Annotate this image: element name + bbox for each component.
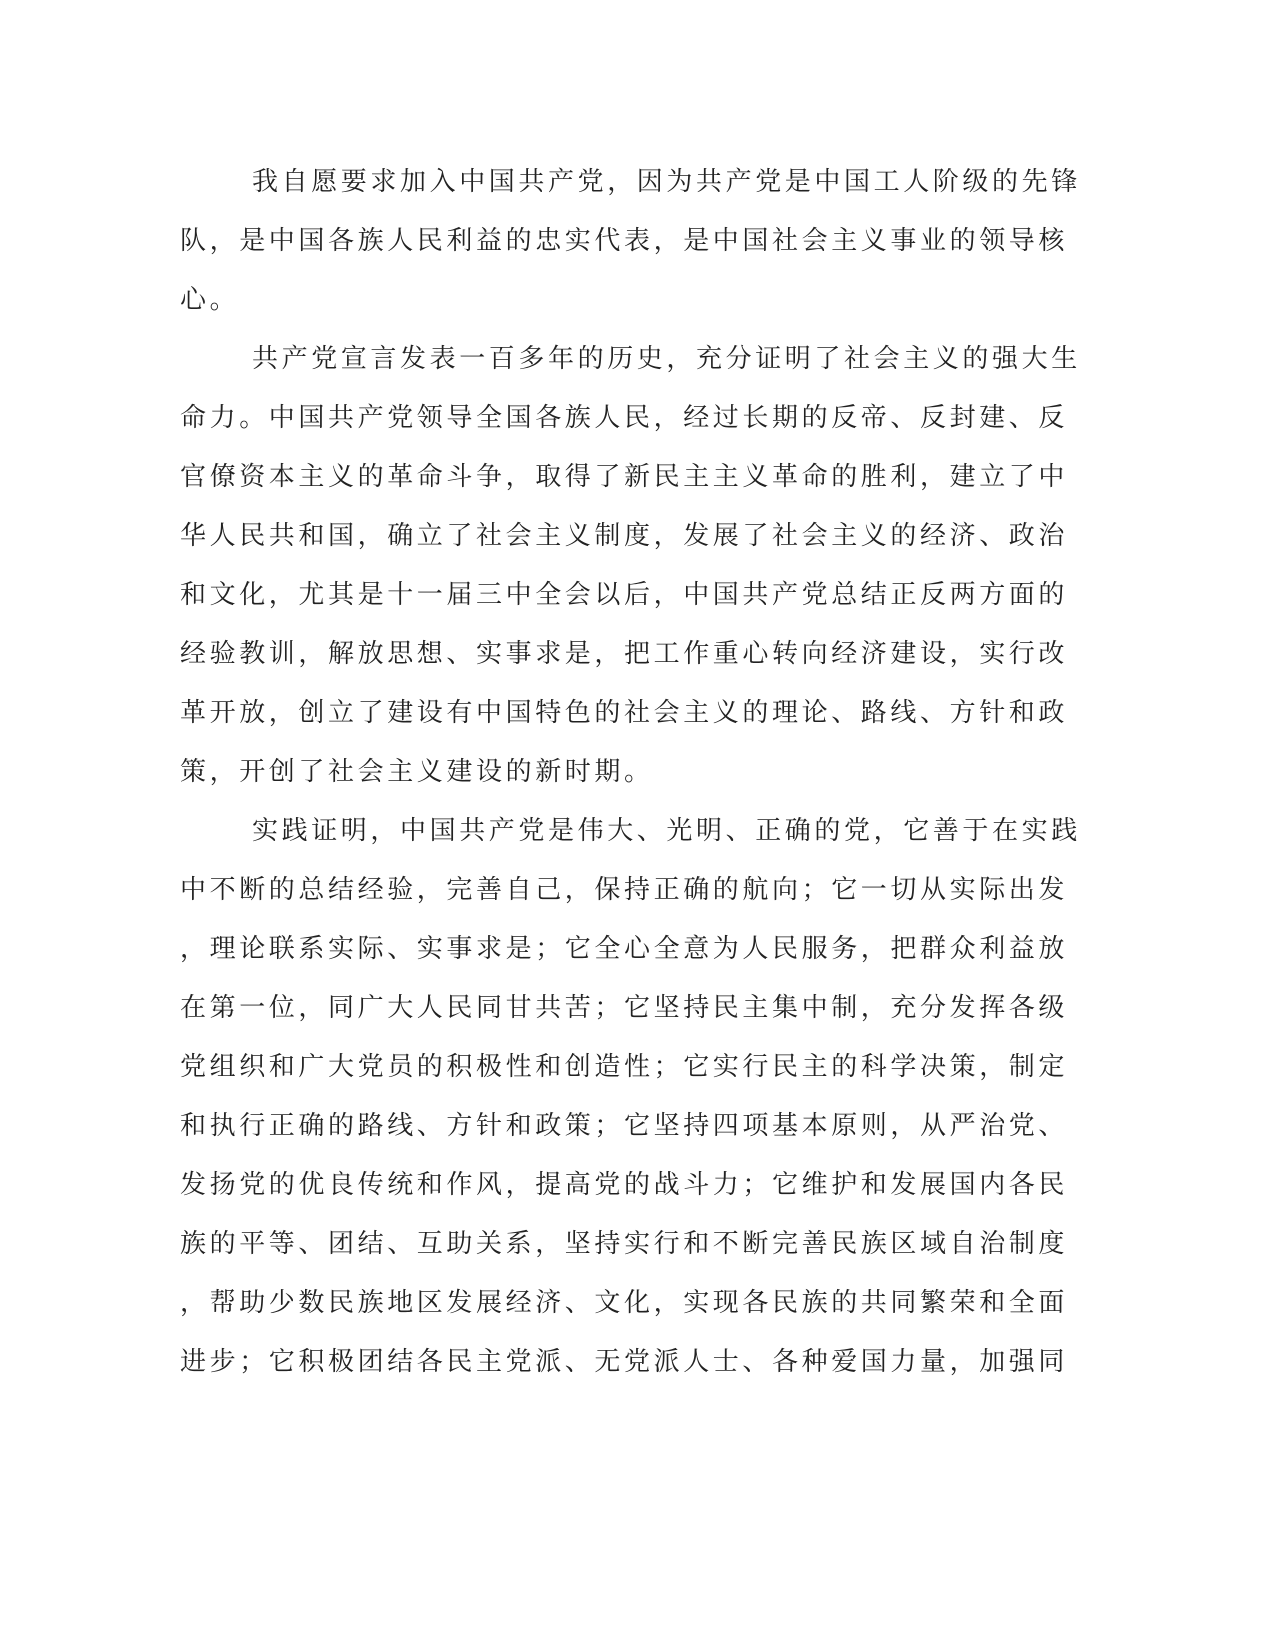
text-line: 命力。中国共产党领导全国各族人民，经过长期的反帝、反封建、反: [180, 403, 1069, 433]
text-line: 和文化，尤其是十一届三中全会以后，中国共产党总结正反两方面的: [180, 580, 1069, 610]
text-line: 中不断的总结经验，完善自己，保持正确的航向；它一切从实际出发: [180, 875, 1069, 905]
text-line: 党组织和广大党员的积极性和创造性；它实行民主的科学决策，制定: [180, 1052, 1069, 1082]
text-line: 队，是中国各族人民利益的忠实代表，是中国社会主义事业的领导核: [180, 226, 1069, 256]
text-line: 我自愿要求加入中国共产党，因为共产党是中国工人阶级的先锋: [252, 167, 1081, 197]
text-line: ，理论联系实际、实事求是；它全心全意为人民服务，把群众利益放: [180, 934, 1069, 964]
text-line: 族的平等、团结、互助关系，坚持实行和不断完善民族区域自治制度: [180, 1229, 1069, 1259]
text-line: 心。: [180, 285, 240, 315]
text-line: 策，开创了社会主义建设的新时期。: [180, 757, 654, 787]
text-line: 共产党宣言发表一百多年的历史，充分证明了社会主义的强大生: [252, 344, 1081, 374]
text-line: 经验教训，解放思想、实事求是，把工作重心转向经济建设，实行改: [180, 639, 1069, 669]
text-line: 在第一位，同广大人民同甘共苦；它坚持民主集中制，充分发挥各级: [180, 993, 1069, 1023]
text-line: 发扬党的优良传统和作风，提高党的战斗力；它维护和发展国内各民: [180, 1170, 1069, 1200]
text-line: 革开放，创立了建设有中国特色的社会主义的理论、路线、方针和政: [180, 698, 1069, 728]
text-line: 官僚资本主义的革命斗争，取得了新民主主义革命的胜利，建立了中: [180, 462, 1069, 492]
paragraph-3: [180, 802, 1081, 1392]
paragraph-1: [180, 153, 1081, 330]
text-line: 进步；它积极团结各民主党派、无党派人士、各种爱国力量，加强同: [180, 1347, 1069, 1377]
paragraph-2: [180, 330, 1081, 802]
document-body: [180, 153, 1081, 1392]
text-line: 和执行正确的路线、方针和政策；它坚持四项基本原则，从严治党、: [180, 1111, 1069, 1141]
text-line: ，帮助少数民族地区发展经济、文化，实现各民族的共同繁荣和全面: [180, 1288, 1069, 1318]
text-line: 实践证明，中国共产党是伟大、光明、正确的党，它善于在实践: [252, 816, 1081, 846]
text-line: 华人民共和国，确立了社会主义制度，发展了社会主义的经济、政治: [180, 521, 1069, 551]
